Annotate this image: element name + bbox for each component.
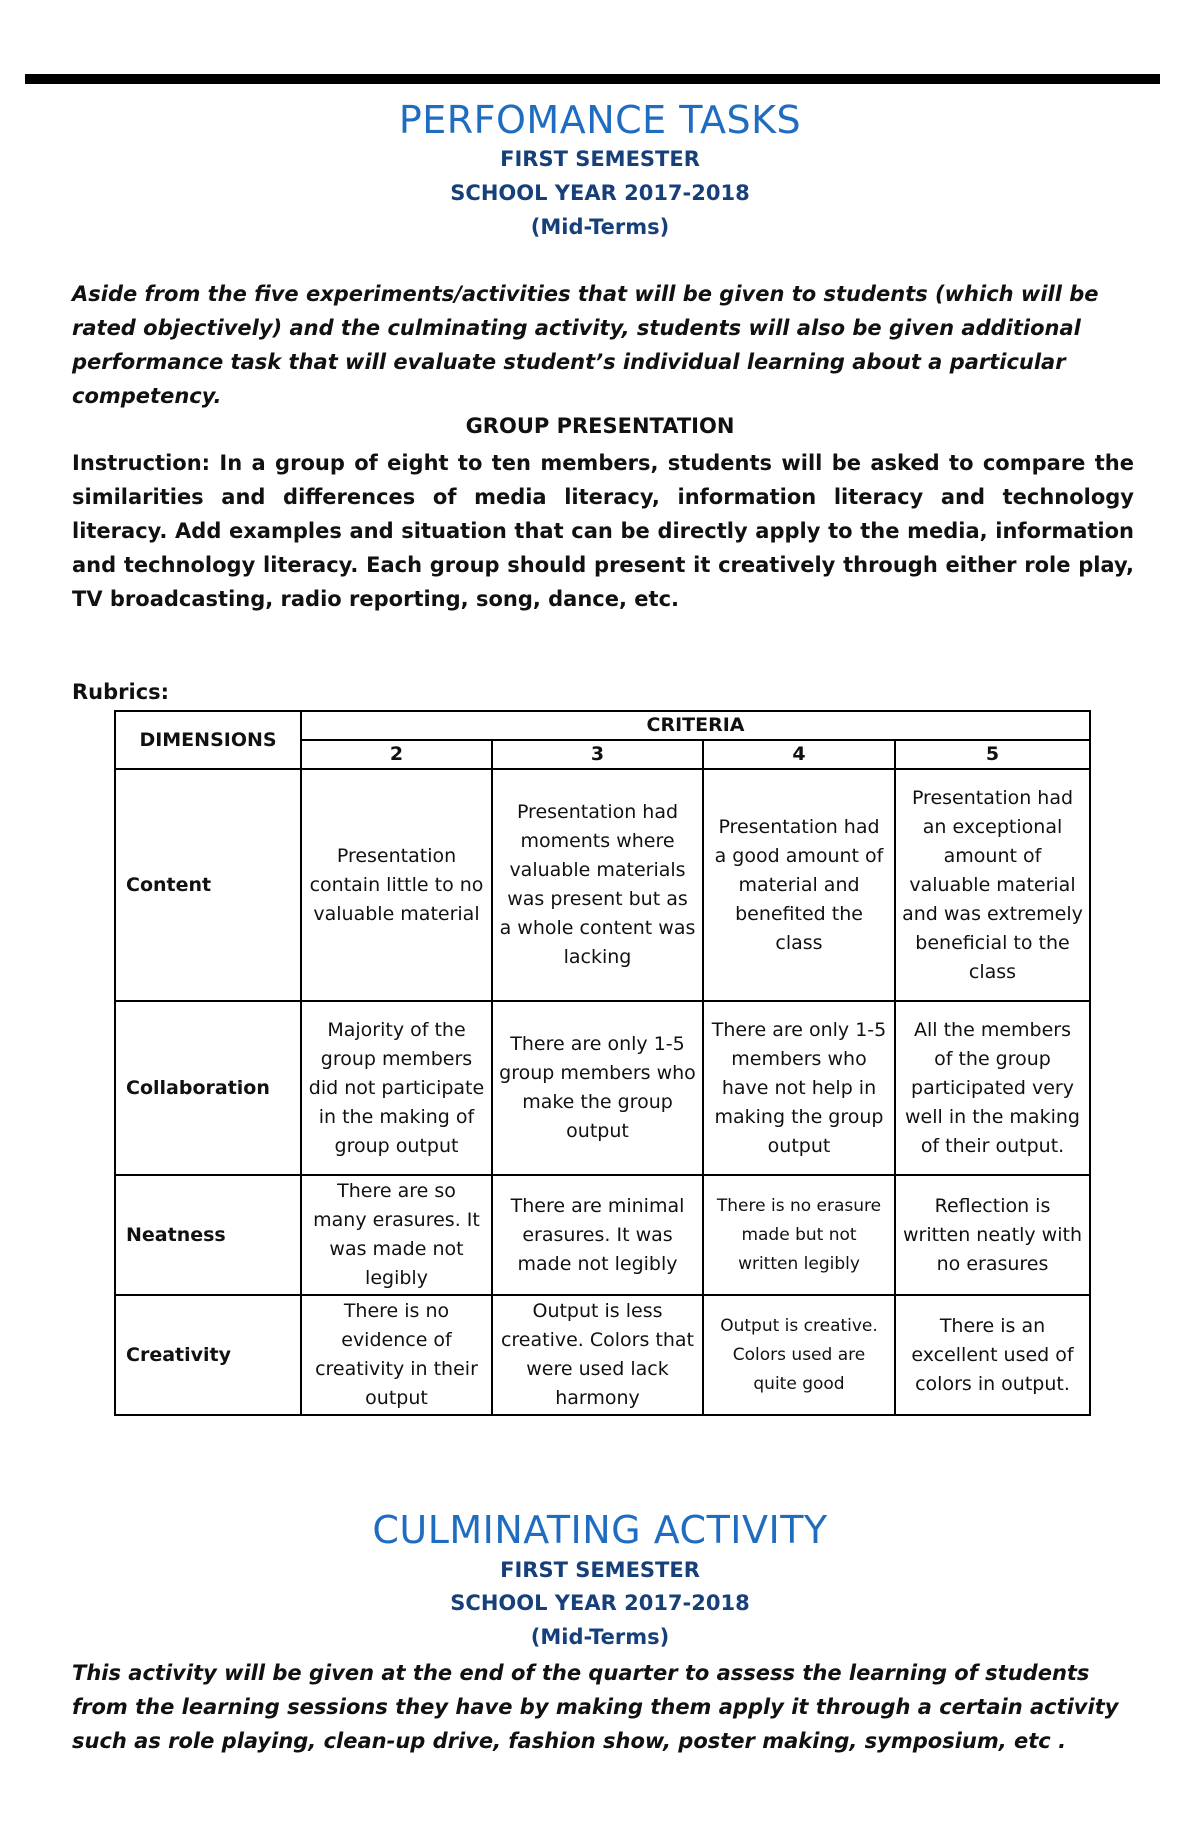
rubric-table bbox=[114, 710, 1091, 1416]
term-label: (Mid-Terms) bbox=[530, 215, 670, 239]
table-row bbox=[115, 1175, 1090, 1295]
score-header: 4 bbox=[703, 740, 895, 769]
criteria-cell: There is no erasure made but not written legibly bbox=[703, 1175, 895, 1295]
culminating-term-label: (Mid-Terms) bbox=[530, 1625, 670, 1649]
criteria-cell: There are only 1-5 group members who make the group output bbox=[492, 1001, 703, 1175]
criteria-cell: Majority of the group members did not participate in the making of group output bbox=[301, 1001, 492, 1175]
criteria-cell: There are minimal erasures. It was made not legibly bbox=[492, 1175, 703, 1295]
dimension-cell: Content bbox=[115, 769, 301, 1001]
culminating-title: CULMINATING ACTIVITY bbox=[372, 1508, 828, 1552]
dimensions-header: DIMENSIONS bbox=[115, 711, 301, 769]
instruction-paragraph: Instruction: In a group of eight to ten members, students will be asked to compare the similarities and differences of media literacy, information literacy and technology literacy. Add examples and situation that can be directly apply to the media, information and technology literacy. Each group should present it creatively through either role play, TV broadcasting, radio reporting, song, dance, etc. bbox=[72, 451, 1134, 611]
criteria-cell: Presentation had an exceptional amount of valuable material and was extremely beneficial to the class bbox=[895, 769, 1090, 1001]
group-presentation-heading: GROUP PRESENTATION bbox=[465, 414, 735, 438]
table-row bbox=[115, 1295, 1090, 1415]
rubrics-label: Rubrics: bbox=[72, 680, 170, 704]
school-year-label: SCHOOL YEAR 2017-2018 bbox=[450, 181, 750, 205]
criteria-cell: Presentation contain little to no valuable material bbox=[301, 769, 492, 1001]
criteria-cell: Reflection is written neatly with no erasures bbox=[895, 1175, 1090, 1295]
criteria-cell: All the members of the group participated very well in the making of their output. bbox=[895, 1001, 1090, 1175]
semester-label: FIRST SEMESTER bbox=[500, 147, 700, 171]
score-header: 2 bbox=[301, 740, 492, 769]
criteria-cell: Output is less creative. Colors that were used lack harmony bbox=[492, 1295, 703, 1415]
dimension-cell: Creativity bbox=[115, 1295, 301, 1415]
criteria-cell: There is an excellent used of colors in output. bbox=[895, 1295, 1090, 1415]
culminating-semester-label: FIRST SEMESTER bbox=[500, 1558, 700, 1582]
culminating-school-year-label: SCHOOL YEAR 2017-2018 bbox=[450, 1591, 750, 1615]
criteria-cell: Presentation had a good amount of material and benefited the class bbox=[703, 769, 895, 1001]
page-title: PERFOMANCE TASKS bbox=[398, 98, 802, 142]
dimension-cell: Neatness bbox=[115, 1175, 301, 1295]
criteria-cell: Output is creative. Colors used are quite good bbox=[703, 1295, 895, 1415]
table-header-row bbox=[115, 711, 1090, 740]
criteria-cell: There is no evidence of creativity in their output bbox=[301, 1295, 492, 1415]
intro-paragraph: Aside from the five experiments/activities that will be given to students (which will be rated objectively) and the culminating activity, students will also be given additional performance task that will evaluate student’s individual learning about a particular competency. bbox=[72, 282, 1099, 408]
score-header: 5 bbox=[895, 740, 1090, 769]
criteria-cell: There are so many erasures. It was made not legibly bbox=[301, 1175, 492, 1295]
criteria-cell: There are only 1-5 members who have not help in making the group output bbox=[703, 1001, 895, 1175]
criteria-header: CRITERIA bbox=[301, 711, 1090, 740]
dimension-cell: Collaboration bbox=[115, 1001, 301, 1175]
table-row bbox=[115, 769, 1090, 1001]
table-row bbox=[115, 1001, 1090, 1175]
criteria-cell: Presentation had moments where valuable materials was present but as a whole content was lacking bbox=[492, 769, 703, 1001]
top-rule bbox=[25, 74, 1160, 84]
culminating-paragraph: This activity will be given at the end of the quarter to assess the learning of students from the learning sessions they have by making them apply it through a certain activity such as role playing, clean-up drive, fashion show, poster making, symposium, etc . bbox=[72, 1661, 1119, 1753]
score-header: 3 bbox=[492, 740, 703, 769]
